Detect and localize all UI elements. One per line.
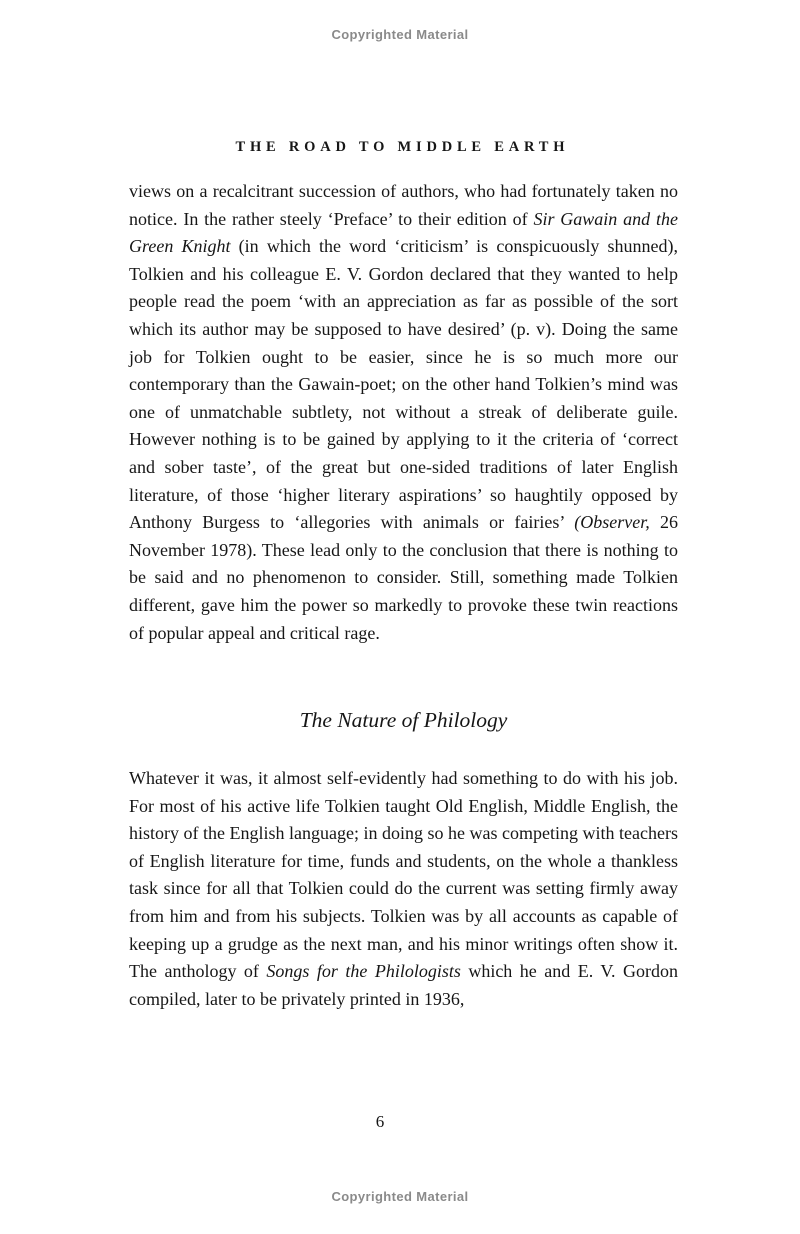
text-run: Whatever it was, it almost self-evidently had something to do with his job. For most of his active life Tolkien taught Old English, Middle English, the history of the English language; in doing so he was competing with teachers of English literature for time, funds and students, on the whole a thankless task since for all that Tolkien could do the current was setting firmly away from him and from his subjects. Tolkien was by all accounts as capable of keeping up a grudge as the next man, and his minor writings often show it. The anthology of: [129, 768, 678, 982]
paragraph-2: [129, 765, 678, 1013]
publication-title-italic: (Observer,: [574, 512, 650, 533]
book-title-italic: Songs for the Philologists: [266, 961, 461, 982]
copyright-watermark-top: Copyrighted Material: [331, 27, 469, 42]
copyright-watermark-bottom: Copyrighted Material: [331, 1189, 469, 1204]
running-header: THE ROAD TO MIDDLE EARTH: [235, 139, 570, 155]
text-block: [129, 178, 678, 1013]
text-run: 26 November 1978). These lead only to the conclusion that there is nothing to be said and no phenomenon to consider. Still, something made Tolkien different, gave him the power so markedly to provoke these twin reactions of popular appeal and critical rage.: [129, 512, 678, 643]
book-title-italic: Sir Gawain and the Green Knight: [129, 208, 678, 257]
text-run: (in which the word ‘criticism’ is conspicuously shunned), Tolkien and his colleague E. V. Gordon declared that they wanted to help people read the poem ‘with an appreciation as far as possible of the sort which its author may be supposed to have desired’ (p. v). Doing the same job for Tolkien ought to be easier, since he is so much more our contemporary than the Gawain-poet; on the other hand Tolkien’s mind was one of unmatchable subtlety, not without a streak of deliberate guile. However nothing is to be gained by applying to it the criteria of ‘correct and sober taste’, of the great but one-sided traditions of later English literature, of those ‘higher literary aspirations’ so haughtily opposed by Anthony Burgess to ‘allegories with animals or fairies’: [129, 236, 678, 533]
page-number: 6: [375, 1112, 385, 1131]
text-run: which he and E. V. Gordon compiled, later to be privately printed in 1936,: [129, 961, 678, 1009]
text-run: views on a recalcitrant succession of authors, who had fortunately taken no notice. In the rather steely ‘Preface’ to their edition of: [129, 181, 678, 229]
paragraph-1: [129, 178, 678, 647]
section-heading: The Nature of Philology: [299, 708, 508, 733]
